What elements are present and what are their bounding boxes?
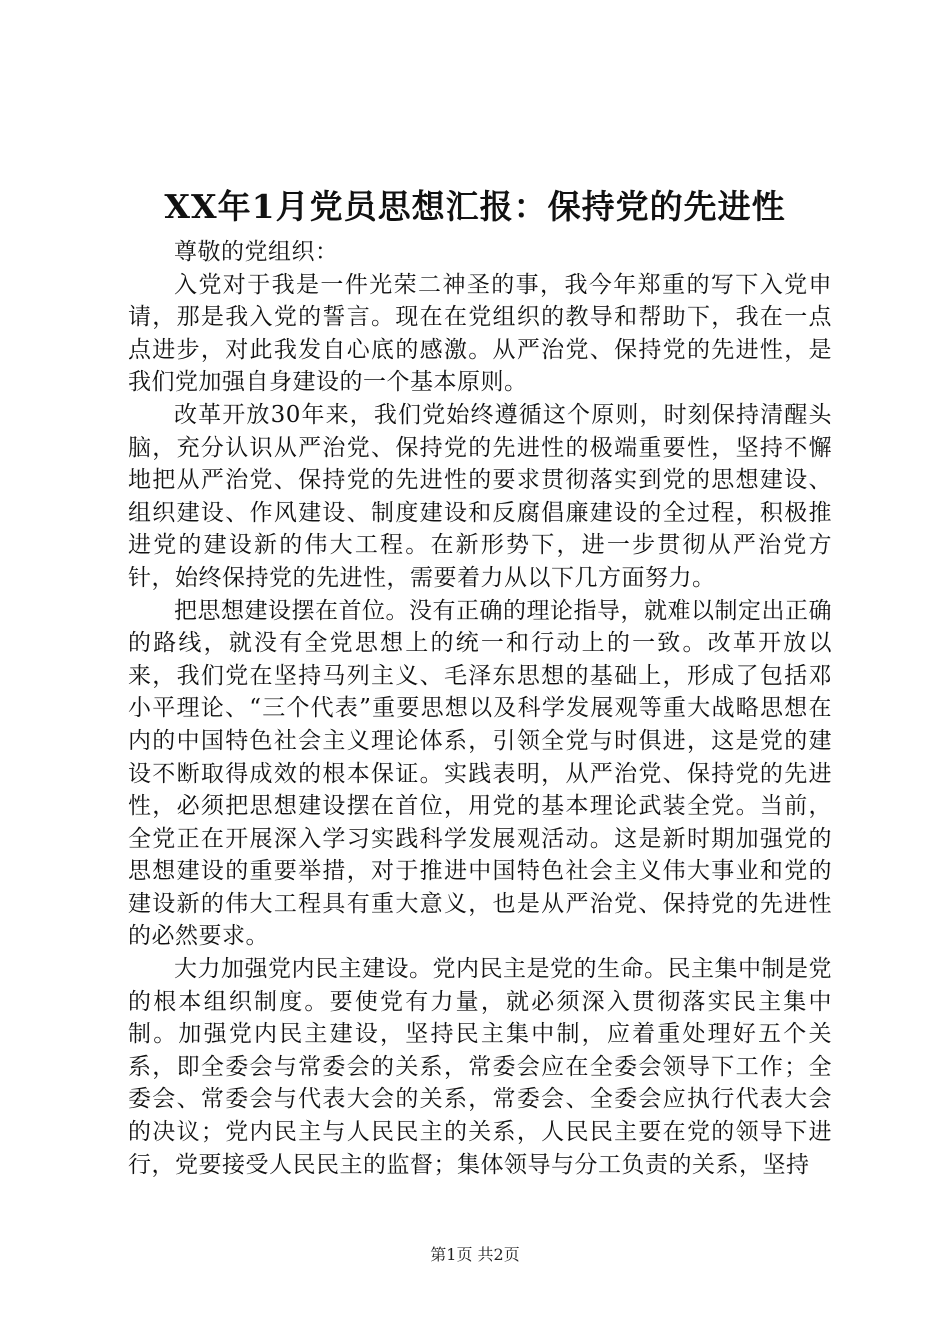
paragraph-3: 把思想建设摆在首位。没有正确的理论指导，就难以制定出正确的路线，就没有全党思想上的统一和行动上的一致。改革开放以来，我们党在坚持马列主义、毛泽东思想的基础上，形成了包括邓小平理论、“三个代表”重要思想以及科学发展观等重大战略思想在内的中国特色社会主义理论体系，引领全党与时俱进，这是党的建设不断取得成效的根本保证。实践表明，从严治党、保持党的先进性，必须把思想建设摆在首位，用党的基本理论武装全党。当前，全党正在开展深入学习实践科学发展观活动。这是新时期加强党的思想建设的重要举措，对于推进中国特色社会主义伟大事业和党的建设新的伟大工程具有重大意义，也是从严治党、保持党的先进性的必然要求。 — [128, 597, 832, 950]
salutation: 尊敬的党组织： — [174, 239, 339, 265]
page-footer: 第1页 共2页 — [430, 1245, 520, 1264]
document-body — [128, 236, 832, 1181]
paragraph-1: 入党对于我是一件光荣二神圣的事，我今年郑重的写下入党申请，那是我入党的誓言。现在在党组织的教导和帮助下，我在一点点进步，对此我发自心底的感激。从严治党、保持党的先进性，是我们党加强自身建设的一个基本原则。 — [128, 271, 832, 396]
paragraph-4: 大力加强党内民主建设。党内民主是党的生命。民主集中制是党的根本组织制度。要使党有力量，就必须深入贯彻落实民主集中制。加强党内民主建设，坚持民主集中制，应着重处理好五个关系，即全委会与常委会的关系，常委会应在全委会领导下工作；全委会、常委会与代表大会的关系，常委会、全委会应执行代表大会的决议；党内民主与人民民主的关系，人民民主要在党的领导下进行，党要接受人民民主的监督；集体领导与分工负责的关系，坚持 — [128, 956, 832, 1178]
paragraph-2: 改革开放30年来，我们党始终遵循这个原则，时刻保持清醒头脑，充分认识从严治党、保持党的先进性的极端重要性，坚持不懈地把从严治党、保持党的先进性的要求贯彻落实到党的思想建设、组织建设、作风建设、制度建设和反腐倡廉建设的全过程，积极推进党的建设新的伟大工程。在新形势下，进一步贯彻从严治党方针，始终保持党的先进性，需要着力从以下几方面努力。 — [128, 401, 832, 591]
document-title: XX年1月党员思想汇报：保持党的先进性 — [164, 187, 786, 226]
